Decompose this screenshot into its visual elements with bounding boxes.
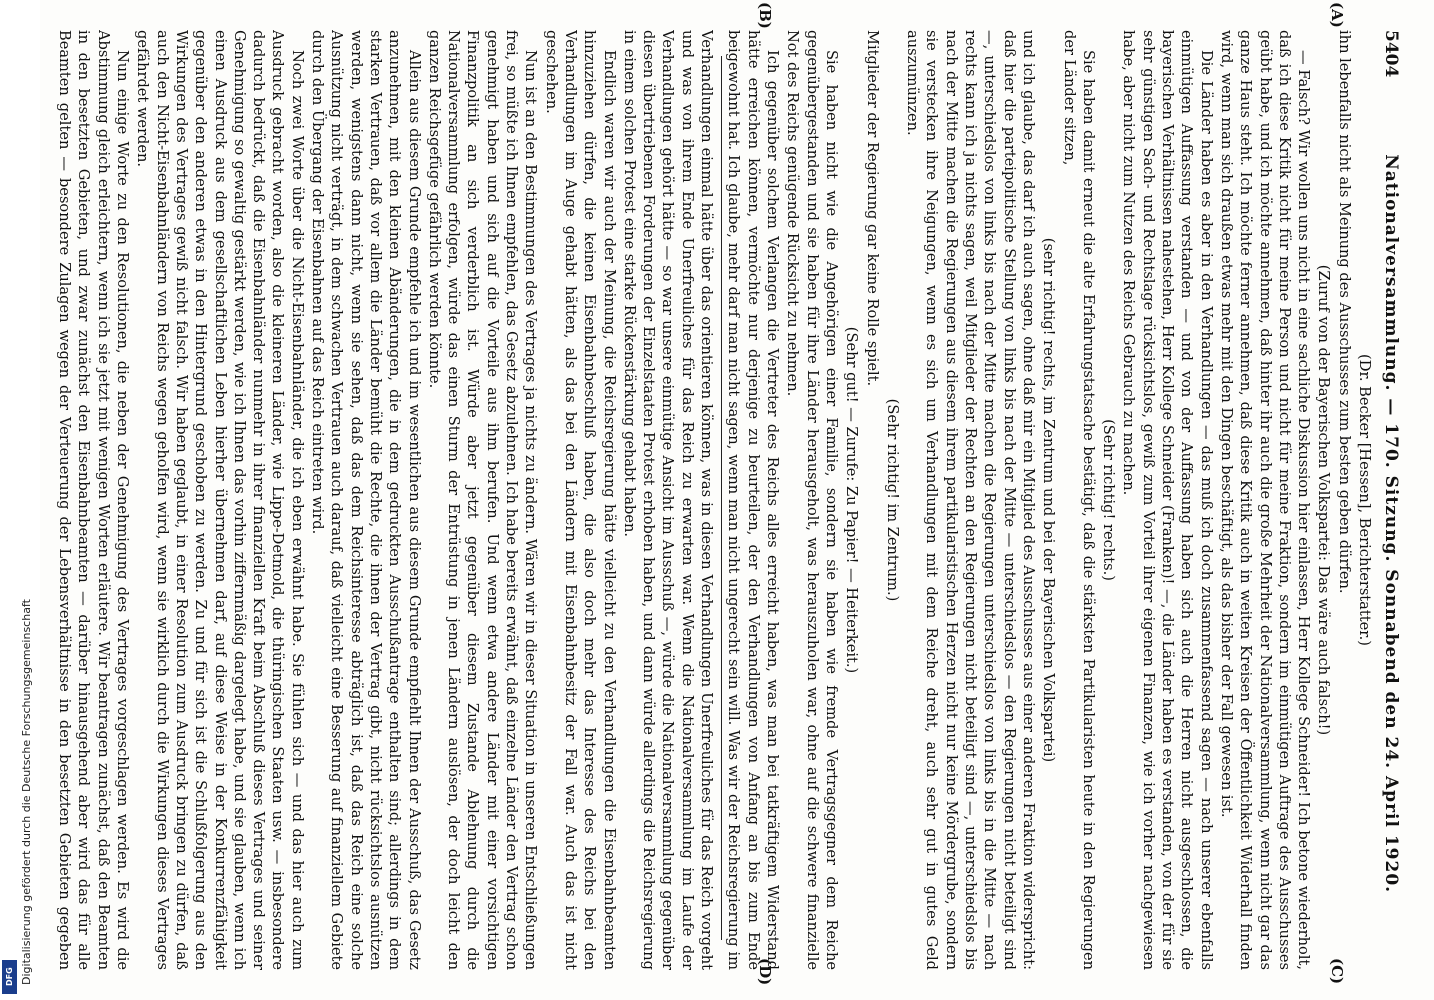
paragraph: Die Länder haben es aber in den Verhandlungen — das muß ich doch zusammenfassend sagen — nach unserer ebenfalls einmütigen Auffassung verstanden — und von der Auffassung haben sich auch die Herren nicht ausgeschlossen, die bayerischen Verhältnissen nahestehen, Herr Kollege Schneider (Franken)! —, die Länder haben es verstanden, von der für sie sehr günstigen Sach- und Rechtslage rücksichtslos, gewiß zum Vorteil ihrer eigenen Finanzen, wie ich vorher nachgewiesen habe, aber nicht zum Nutzen des Reichs Gebrauch zu machen. xyxy=(1120,30,1215,970)
paragraph: Nun einige Worte zu den Resolutionen, die neben der Genehmigung des Vertrages vorgeschlagen werden. Es wird die Abstimmung gleich erleichtern, wenn ich sie jetzt mit wenigen Worten erläutere. Wir beantragen zunächst, daß den Beamten in den besetzten Gebieten, und zwar zunächst den Eisenbahnbeamten — darüber hinausgehend aber wird das für alle Beamten gelten — besondere Zulagen wegen der Verteuerung der Lebensverhältnisse in den besetzten Gebieten gegeben xyxy=(56,30,132,970)
scanned-page xyxy=(40,0,1434,1000)
interjection: (Zuruf von der Bayerischen Volkspartei: Das wäre auch falsch!) xyxy=(1315,264,1333,736)
marker-a: (A) xyxy=(1328,2,1346,28)
dfg-logo: DFG xyxy=(2,960,17,994)
column-top xyxy=(726,30,1374,970)
paragraph: Noch zwei Worte über die Nicht-Eisenbahnländer, die ich eben erwähnt habe. Sie fühlen sich — und das hier auch zum Ausdruck gebracht worden, also die kleineren Länder, wie Lippe-Detmold, die thüringischen Staaten usw. — insbesondere dadurch bedrückt, daß die Eisenbahnländer nunmehr in ihrer finanziellen Kraft beim Abschluß dieses Vertrages und seiner Genehmigung so gewaltig gestärkt werden, wie ich Ihnen das vorhin ziffernmäßig dargelegt habe, und sie glauben, wenn ich einen Ausdruck aus dem gesellschaftlichen Leben hierher übernehmen darf, auf diese Weise in der Konkurrenzfähigkeit gegenüber den anderen etwas in den Hintergrund geschoben zu werden. Zu und für sich ist die Schlußfolgerung aus den Wirkungen des Vertrages gewiß nicht falsch. Wir haben geglaubt, in einer Resolution zum Ausdruck bringen zu dürfen, daß auch den Nicht-Eisenbahnländern von Reichs wegen geholfen wird, wenn sie wirklich durch die Wirkungen dieses Vertrages gefährdet werden. xyxy=(134,30,306,970)
paragraph: (Dr. Becker [Hessen], Berichterstatter.) xyxy=(1356,354,1373,646)
paragraph: Allein aus diesem Grunde empfehle ich und im wesentlichen aus diesem Grunde empfiehlt Ihnen der Ausschuß, das Gesetz anzunehmen, mit den kleinen Abänderungen, die in dem gedruckten Ausschußantrage enthalten sind; allerdings in dem starken Vertrauen, daß vor allem die Länder bemüht die Rechte, die ihnen der Vertrag gibt, nicht rücksichtslos ausnützen werden, wenigstens dann nicht, wenn sie sehen, daß das dem Reichsinteresse abträglich ist, daß das Reich eine solche Ausnützung nicht verträgt, in dem schwachen Vertrauen auch darauf, daß vielleicht eine Besserung auf finanziellem Gebiete durch den Übergang der Eisenbahnen auf das Reich eintreten wird. xyxy=(309,30,423,970)
column-bottom xyxy=(56,30,716,970)
paragraph: Endlich waren wir auch der Meinung, die Reichsregierung hätte vielleicht zu den Verhandlungen die Eisenbahnbeamten hinzuziehen dürfen, die keinen Eisenbahnbeschluß haben, die also doch mehr das Interesse des Reichs bei den Verhandlungen im Auge gehabt hätten, als das bei den Ländern mit Eisenbahnbesitz der Fall war. Auch das ist nicht geschehen. xyxy=(542,30,618,970)
paragraph: Verhandlungen einmal hätte über das orientieren können, was in diesen Verhandlungen Unerfreuliches für das Reich vorgeht und was von ihrem Ende Unerfreuliches für das Reich zu erwarten war. Wenn die Nationalversammlung im Laufe der Verhandlungen gehört hätte — so war unsere einmütige Ansicht im Ausschuß —, würde die Nationalversammlung gegenüber diesen übertriebenen Forderungen der Einzelstaaten Protest erhoben haben, und dann würde allerdings die Reichsregierung in einem solchen Protest eine starke Rückenstärkung gehabt haben. xyxy=(620,30,715,970)
interjection: (Sehr gut! — Zurufe: Zu Papier! — Heiterkeit.) xyxy=(843,326,861,674)
marker-b: (B) xyxy=(756,2,774,29)
paragraph: Mitglieder der Regierung gar keine Rolle spielt. xyxy=(863,30,881,387)
paragraph: — Falsch? Wir wollen uns nicht in eine sachliche Diskussion hier einlassen, Herr Kollege Schneider! Ich betone wiederholt, daß ich diese Kritik nicht für meine Person und nicht für meine Fraktion, sondern im einmütigen Auftrage des Ausschusses geübt habe, und ich möchte annehmen, daß hinter ihr auch die große Mehrheit der Nationalversammlung, wenn nicht gar das ganze Haus steht. Ich möchte ferner annehmen, daß diese Kritik auch in weiten Kreisen der Öffentlichkeit Widerhall finden wird, wenn man sich draußen etwas mehr mit den Dingen beschäftigt, als das bisher der Fall gewesen ist. xyxy=(1217,30,1313,970)
paragraph: Ich gegenüber solchem Verlangen die Vertreter des Reichs alles erreicht haben, was man bei tatkräftigem Widerstand hätte erreichen können, vermöchte nur derjenige zu beurteilen, der den Verhandlungen von Anfang an bis zum Ende beigewohnt hat. Ich glaube, mehr darf man nicht sagen, wenn man nicht ungerecht sein will. Was wir der Reichsregierung im xyxy=(726,30,782,970)
paragraph: und ich glaube, das darf ich auch sagen, ohne daß mir ein Mitglied des Ausschusses aus einer anderen Fraktion widerspricht: daß hier die parteipolitische Stellung von links bis nach der Mitte — unterschiedslos — den Regierungen nicht beteiligt sind —, unterschiedslos von links bis nach der Mitte machen die Regierungen unterschiedslos von links bis in die Mitte — nach rechts kann ich ja nichts sagen, weil Mitglieder der Rechten an den Regierungen nicht beteiligt sind —, unterschiedslos bis nach der Mitte machen die Regierungen aus diesem ihrem partikularistischen Herzen nicht nur keine Mördergrube, sondern sie verstecken ihre Neigungen, wenn es sich um Verhandlungen mit dem Reiche dreht, auch sehr gut in gutes Geld auszumünzen. xyxy=(904,30,1037,970)
page-number: 5404 xyxy=(1381,30,1401,78)
paragraph: Sie haben nicht wie die Angehörigen einer Familie, sondern sie haben wie fremde Vertragsgegner dem Reiche gegenübergestanden und sie haben für ihre Länder herausgeholt, was herauszuholen war, ohne auf die schwere finanzielle Not des Reichs genügende Rücksicht zu nehmen. xyxy=(784,30,840,970)
margin-strip xyxy=(0,0,40,1000)
paragraph: ihn lebenfalls nicht als Meinung des Ausschusses zum besten geben dürfen. xyxy=(1335,30,1353,594)
column-divider xyxy=(721,56,722,940)
page-title: Nationalversammlung. — 170. Sitzung. Sonnabend den 24. April 1920. xyxy=(1381,154,1401,894)
digitization-credit: Digitalisierung gefördert durch die Deutsche Forschungsgemeinschaft xyxy=(20,599,33,985)
rotated-text-sheet xyxy=(40,0,1434,1000)
marker-c: (C) xyxy=(1328,958,1346,985)
interjection: (sehr richtig! rechts, im Zentrum und bei der Bayerischen Volkspartei) xyxy=(1040,237,1058,763)
marker-d: (D) xyxy=(756,958,774,986)
interjection: (Sehr richtig! im Zentrum.) xyxy=(883,398,901,602)
paragraph: Nun ist an den Bestimmungen des Vertrages ja nichts zu ändern. Wären wir in dieser Situation in unseren Entschließungen frei, so müßte ich Ihnen empfehlen, das Gesetz abzulehnen. Ich habe bereits erwähnt, daß einzelne Länder den Vertrag schon genehmigt haben und sich auf die Vorteile aus ihm berufen. Und wenn etwa andere Länder mit einer vorsichtigen Finanzpolitik an sich verderblich ist. Würde aber jetzt gegenüber diesem Zustande Ablehnung durch die Nationalversammlung erfolgen, würde das einen Sturm der Entrüstung in jenen Ländern auslösen, der doch leicht den ganzen Reichsgefüge gefährlich werden könnte. xyxy=(425,30,540,970)
interjection: (Sehr richtig! rechts.) xyxy=(1100,419,1118,581)
page-header xyxy=(1378,30,1404,970)
paragraph: Sie haben damit erneut die alte Erfahrungstatsache bestätigt, daß die stärksten Partikularisten heute in den Regierungen der Länder sitzen, xyxy=(1060,30,1097,970)
